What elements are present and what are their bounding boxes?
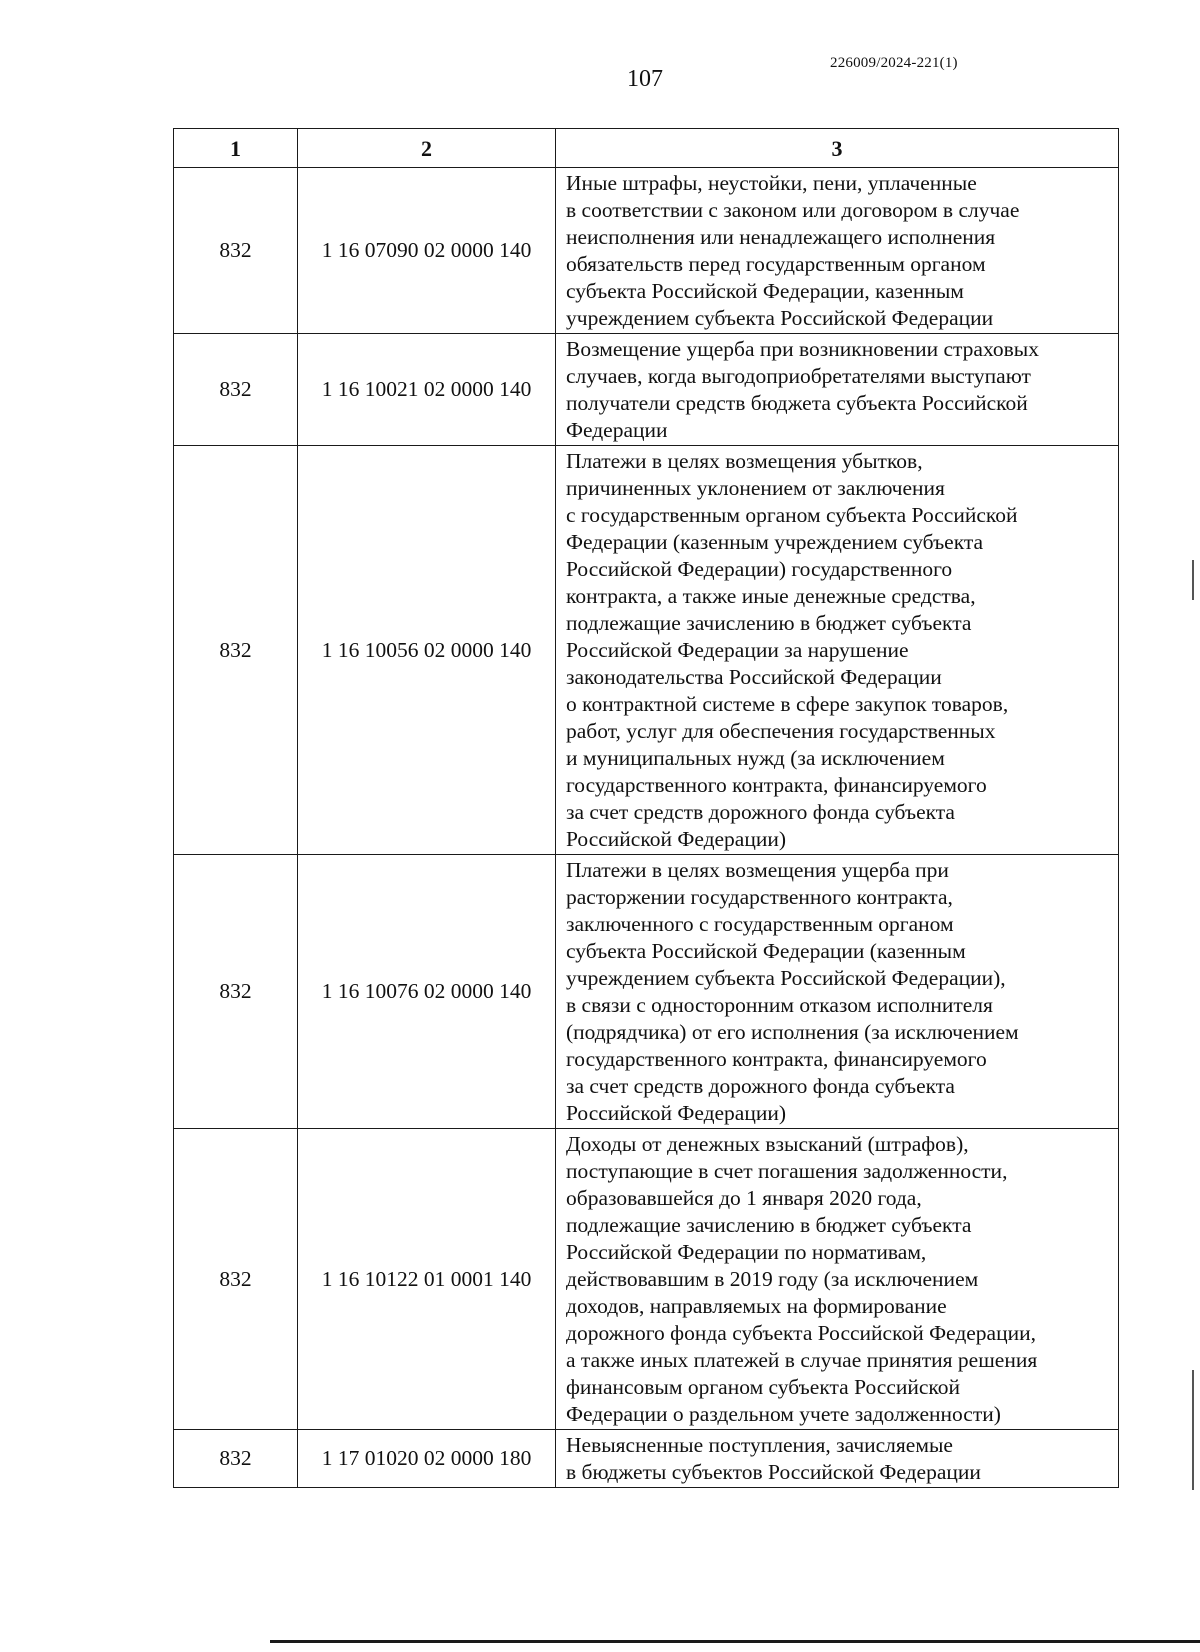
page-number: 107 (627, 66, 663, 92)
description-line: государственного контракта, финансируемого (566, 773, 987, 797)
description-line: действовавшим в 2019 году (за исключением (566, 1267, 979, 1291)
description-line: за счет средств дорожного фонда субъекта (566, 800, 955, 824)
description-line: субъекта Российской Федерации, казенным (566, 279, 964, 303)
description-line: расторжении государственного контракта, (566, 885, 953, 909)
description-line: учреждением субъекта Российской Федерации), (566, 966, 1006, 990)
table-row (174, 334, 1119, 446)
description-cell (556, 334, 1119, 446)
table-row (174, 1430, 1119, 1488)
description-line: работ, услуг для обеспечения государственных (566, 719, 996, 743)
description-line: Невыясненные поступления, зачисляемые (566, 1433, 953, 1457)
description-line: за счет средств дорожного фонда субъекта (566, 1074, 955, 1098)
budget-classification-table (173, 128, 1119, 1488)
table-row (174, 446, 1119, 855)
description-line: контракта, а также иные денежные средства, (566, 584, 976, 608)
description-line: Федерации о раздельном учете задолженности) (566, 1402, 1001, 1426)
description-line: доходов, направляемых на формирование (566, 1294, 947, 1318)
description-line: Доходы от денежных взысканий (штрафов), (566, 1132, 969, 1156)
kbk-code-cell: 1 16 10076 02 0000 140 (298, 855, 556, 1129)
description-line: с государственным органом субъекта Российской (566, 503, 1018, 527)
description-line: и муниципальных нужд (за исключением (566, 746, 945, 770)
description-cell (556, 855, 1119, 1129)
description-line: причиненных уклонением от заключения (566, 476, 945, 500)
description-line: образовавшейся до 1 января 2020 года, (566, 1186, 922, 1210)
table-header-row (174, 129, 1119, 168)
table-row (174, 168, 1119, 334)
edge-mark (1192, 560, 1194, 600)
admin-code-cell: 832 (174, 446, 298, 855)
admin-code-cell: 832 (174, 1129, 298, 1430)
description-line: получатели средств бюджета субъекта Российской (566, 391, 1028, 415)
table-body (174, 168, 1119, 1488)
description-line: Платежи в целях возмещения убытков, (566, 449, 923, 473)
description-line: Федерации (казенным учреждением субъекта (566, 530, 984, 554)
column-header-1: 1 (174, 129, 298, 168)
description-line: подлежащие зачислению в бюджет субъекта (566, 611, 972, 635)
description-line: дорожного фонда субъекта Российской Федерации, (566, 1321, 1036, 1345)
edge-mark (1192, 1370, 1194, 1490)
admin-code-cell: 832 (174, 1430, 298, 1488)
description-line: Российской Федерации за нарушение (566, 638, 909, 662)
column-header-3: 3 (556, 129, 1119, 168)
kbk-code-cell: 1 16 10056 02 0000 140 (298, 446, 556, 855)
description-line: Российской Федерации) государственного (566, 557, 953, 581)
description-cell (556, 446, 1119, 855)
description-line: Российской Федерации по нормативам, (566, 1240, 927, 1264)
description-line: Российской Федерации) (566, 1101, 787, 1125)
description-line: учреждением субъекта Российской Федерации (566, 306, 994, 330)
admin-code-cell: 832 (174, 168, 298, 334)
description-line: (подрядчика) от его исполнения (за исключением (566, 1020, 1019, 1044)
description-cell (556, 168, 1119, 334)
description-line: случаев, когда выгодоприобретателями выступают (566, 364, 1031, 388)
description-line: Платежи в целях возмещения ущерба при (566, 858, 949, 882)
description-line: неисполнения или ненадлежащего исполнения (566, 225, 996, 249)
description-line: в связи с односторонним отказом исполнителя (566, 993, 993, 1017)
kbk-code-cell: 1 16 10122 01 0001 140 (298, 1129, 556, 1430)
description-line: субъекта Российской Федерации (казенным (566, 939, 966, 963)
table-row (174, 855, 1119, 1129)
admin-code-cell: 832 (174, 334, 298, 446)
kbk-code-cell: 1 17 01020 02 0000 180 (298, 1430, 556, 1488)
bottom-rule (270, 1640, 1200, 1643)
description-line: государственного контракта, финансируемого (566, 1047, 987, 1071)
description-line: финансовым органом субъекта Российской (566, 1375, 961, 1399)
description-line: Возмещение ущерба при возникновении страховых (566, 337, 1039, 361)
description-line: поступающие в счет погашения задолженности, (566, 1159, 1008, 1183)
column-header-2: 2 (298, 129, 556, 168)
description-line: Федерации (566, 418, 668, 442)
description-line: Иные штрафы, неустойки, пени, уплаченные (566, 171, 977, 195)
description-line: законодательства Российской Федерации (566, 665, 942, 689)
description-line: Российской Федерации) (566, 827, 787, 851)
description-line: заключенного с государственным органом (566, 912, 954, 936)
admin-code-cell: 832 (174, 855, 298, 1129)
table-row (174, 1129, 1119, 1430)
description-line: в соответствии с законом или договором в случае (566, 198, 1020, 222)
description-cell (556, 1129, 1119, 1430)
description-line: обязательств перед государственным органом (566, 252, 986, 276)
kbk-code-cell: 1 16 07090 02 0000 140 (298, 168, 556, 334)
kbk-code-cell: 1 16 10021 02 0000 140 (298, 334, 556, 446)
description-cell (556, 1430, 1119, 1488)
description-line: подлежащие зачислению в бюджет субъекта (566, 1213, 972, 1237)
description-line: в бюджеты субъектов Российской Федерации (566, 1460, 981, 1484)
description-line: о контрактной системе в сфере закупок товаров, (566, 692, 1009, 716)
document-id: 226009/2024-221(1) (830, 55, 958, 71)
description-line: а также иных платежей в случае принятия решения (566, 1348, 1038, 1372)
